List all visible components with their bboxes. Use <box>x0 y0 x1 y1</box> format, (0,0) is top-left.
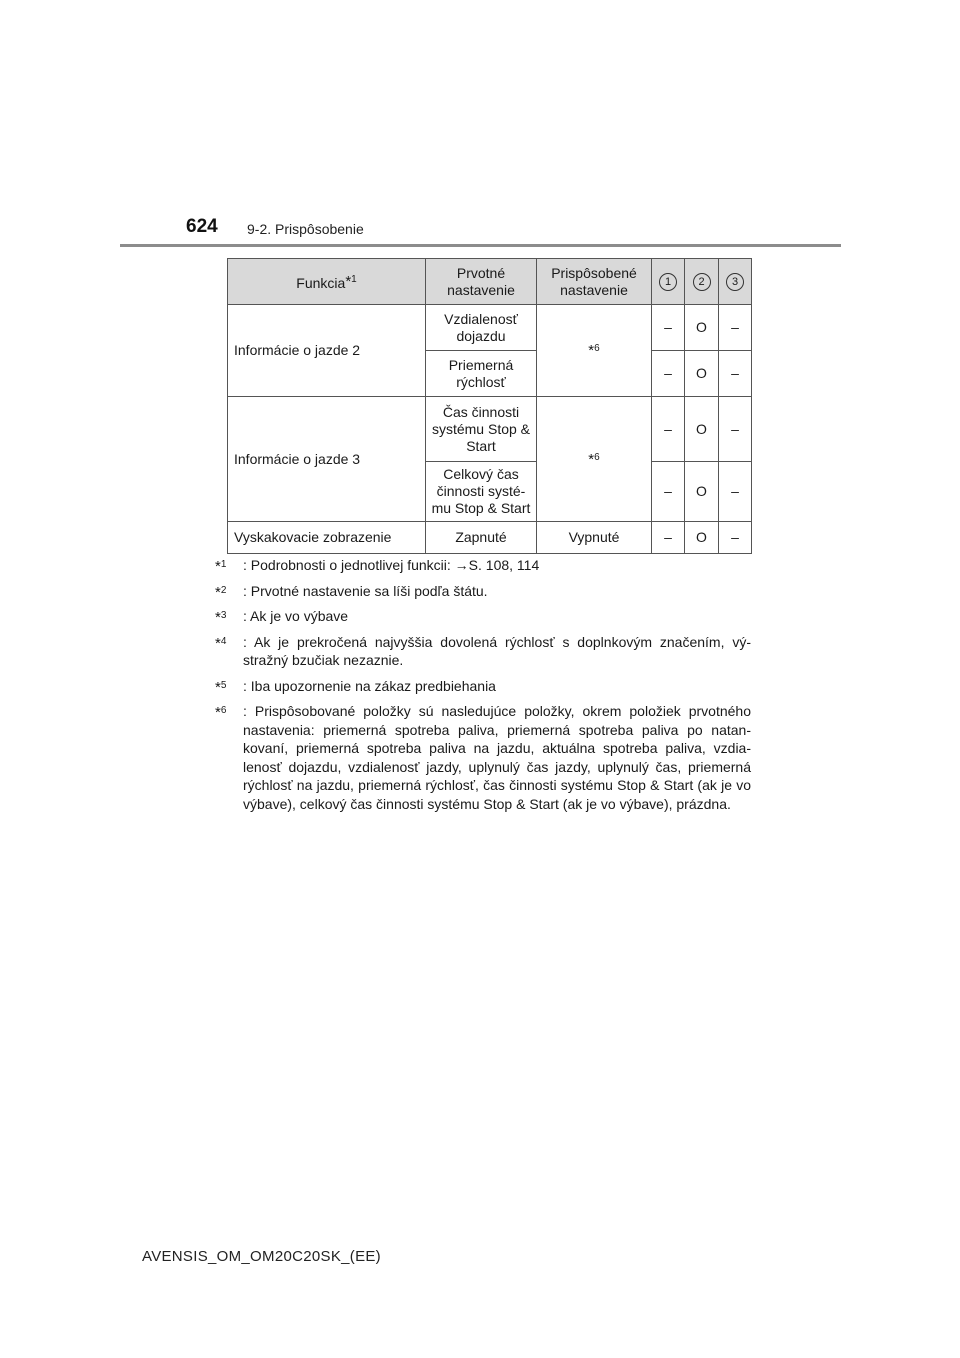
footnote-text: : Prispôsobované položky sú nasledujúce položky, okrem položiek prvotného nastavenia: priemerná spotreba paliva, priemerná spotreba paliva po natan-kovaní, priemerná spotreba paliva na jazdu, aktuálna spotreba paliva, vzdia-lenosť dojazdu, vzdialenosť jazdy, uplynulý čas jazdy, uplynulý čas, priemerná rýchlosť na jazdu, priemerná rýchlosť, čas činnosti systému Stop & Start (ak je vo výbave), celkový čas činnosti systému Stop & Start (ak je vo výbave), prázdna. <box>243 703 751 812</box>
table-header-row <box>228 259 752 305</box>
asterisk-icon: * <box>215 704 221 721</box>
table-row <box>228 522 752 554</box>
asterisk-icon: * <box>215 609 221 626</box>
footnote <box>215 556 751 575</box>
col-3-cell: – <box>719 522 752 554</box>
initial-cell <box>537 305 652 397</box>
header-col-3 <box>719 259 752 305</box>
circled-number-2: 2 <box>693 273 711 291</box>
asterisk-icon: * <box>215 583 221 601</box>
circled-number-1: 1 <box>659 273 677 291</box>
header-rule <box>120 244 841 247</box>
footnote <box>215 582 751 601</box>
asterisk-icon: * <box>588 342 595 359</box>
col-2-cell: O <box>685 397 719 462</box>
col-3-cell: – <box>719 351 752 397</box>
footnote-number: 6 <box>220 705 227 716</box>
custom-cell: Vypnuté <box>537 522 652 554</box>
function-cell: Informácie o jazde 2 <box>228 305 426 397</box>
function-cell: Vyskakovacie zobrazenie <box>228 522 426 554</box>
circled-number-3: 3 <box>726 273 744 291</box>
custom-cell: Priemerná rýchlosť <box>426 351 537 397</box>
col-2-cell: O <box>685 305 719 351</box>
custom-cell: Čas činnosti systému Stop & Start <box>426 397 537 462</box>
asterisk-icon: * <box>215 634 221 652</box>
footnote-ref: 6 <box>594 451 600 463</box>
document-id: AVENSIS_OM_OM20C20SK_(EE) <box>142 1248 381 1265</box>
footnote-number: 4 <box>220 635 227 647</box>
footnote-number: 5 <box>220 679 227 691</box>
header-initial: Prvotné nastavenie <box>426 259 537 305</box>
footnote <box>215 633 751 670</box>
footnote-text: : Ak je prekročená najvyššia dovolená rýchlosť s doplnkovým značením, vý-stražný bzučiak nezaznie. <box>243 633 751 668</box>
footnote-text: : Iba upozornenie na zákaz predbiehania <box>243 677 496 694</box>
col-3-cell: – <box>719 305 752 351</box>
footnote <box>215 607 751 626</box>
footnote <box>215 677 751 696</box>
footnote-text: : Prvotné nastavenie sa líši podľa štátu. <box>243 582 488 599</box>
footnote-number: 2 <box>220 584 227 596</box>
initial-cell <box>537 397 652 522</box>
custom-cell: Vzdialenosť dojazdu <box>426 305 537 351</box>
table-row <box>228 305 752 351</box>
footnote-number: 3 <box>220 610 227 621</box>
custom-cell: Celkový čas činnosti systé-mu Stop & Start <box>426 462 537 522</box>
function-cell: Informácie o jazde 3 <box>228 397 426 522</box>
table-row <box>228 397 752 462</box>
header-function: Funkcia*$^1$ <box>228 259 426 305</box>
asterisk-icon: * <box>345 273 352 290</box>
footnote-text: : Ak je vo výbave <box>243 608 349 624</box>
asterisk-icon: * <box>215 678 221 696</box>
col-1-cell: – <box>652 351 685 397</box>
settings-table <box>227 258 752 554</box>
footnote <box>215 702 751 813</box>
footnote-ref: 6 <box>594 343 600 354</box>
footnotes <box>215 556 751 820</box>
initial-cell: Zapnuté <box>426 522 537 554</box>
asterisk-icon: * <box>215 558 221 575</box>
section-title: 9-2. Prispôsobenie <box>247 221 364 237</box>
asterisk-icon: * <box>588 450 595 468</box>
col-2-cell: O <box>685 351 719 397</box>
col-2-cell: O <box>685 462 719 522</box>
footnote-text: : Podrobnosti o jednotlivej funkcii: →S. 108, 114 <box>243 557 540 573</box>
header-col-1 <box>652 259 685 305</box>
header-col-2 <box>685 259 719 305</box>
col-1-cell: – <box>652 397 685 462</box>
col-2-cell: O <box>685 522 719 554</box>
col-3-cell: – <box>719 462 752 522</box>
header-custom: Prispôsobené nastavenie <box>537 259 652 305</box>
col-1-cell: – <box>652 522 685 554</box>
footnote-number: 1 <box>220 559 227 570</box>
col-1-cell: – <box>652 305 685 351</box>
col-3-cell: – <box>719 397 752 462</box>
page-number: 624 <box>186 216 218 237</box>
footnote-ref: 1 <box>351 274 357 285</box>
col-1-cell: – <box>652 462 685 522</box>
